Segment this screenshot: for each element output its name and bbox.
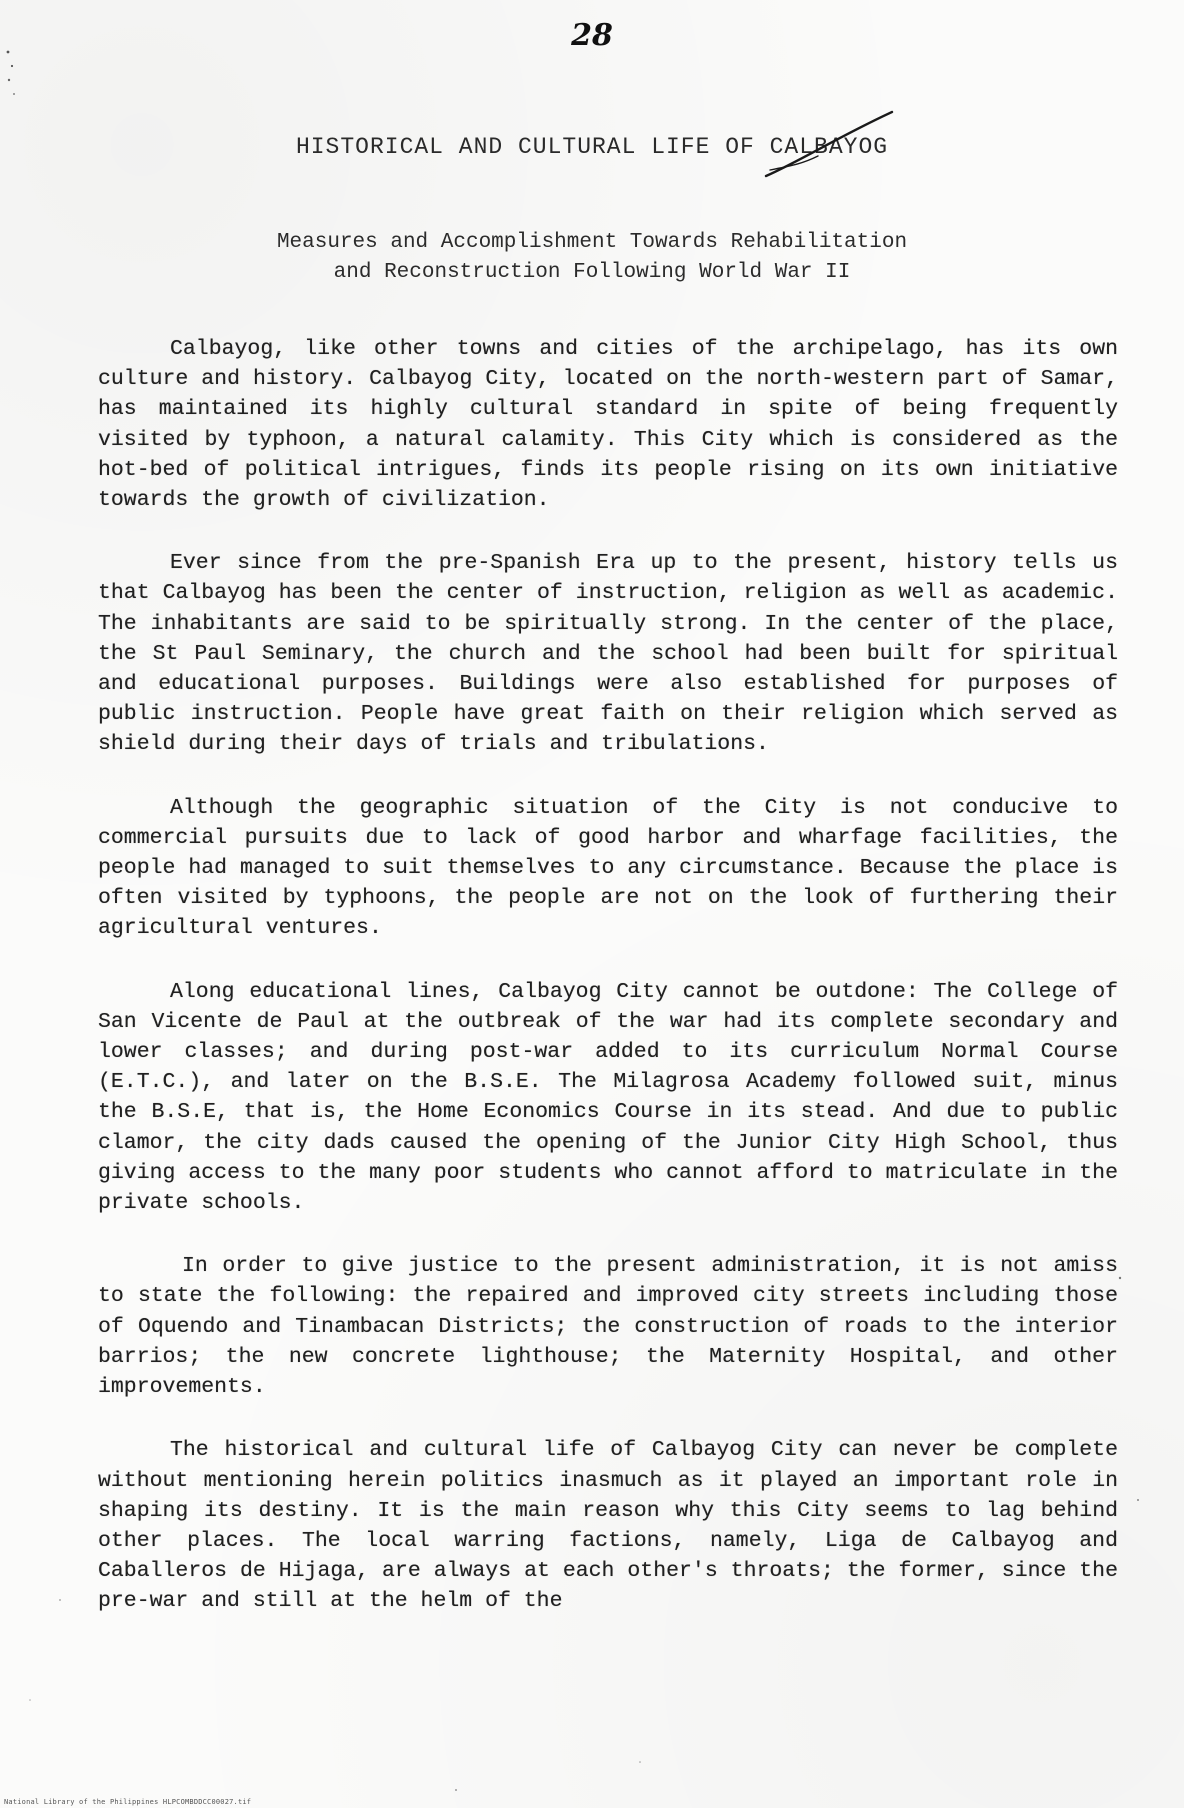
document-subtitle <box>0 228 1184 288</box>
paragraph-4: Along educational lines, Calbayog City cannot be outdone: The College of San Vicente de Paul at the outbreak of the war had its complete secondary and lower classes; and during post-war added to its curriculum Normal Course (E.T.C.), and later on the B.S.E. The Milagrosa Academy followed suit, minus the B.S.E, that is, the Home Economics Course in its stead. And due to public clamor, the city dads caused the opening of the Junior City High School, thus giving access to the many poor students who cannot afford to matriculate in the private schools. <box>98 979 1118 1216</box>
paragraph-2: Ever since from the pre-Spanish Era up to the present, history tells us that Calbayog has been the center of instruction, religion as well as academic. The inhabitants are said to be spiritually strong. In the center of the place, the St Paul Seminary, the church and the school had been built for spiritual and educational purposes. Buildings were also established for purposes of public instruction. People have great faith on their religion which served as shield during their days of trials and tribulations. <box>98 551 1118 757</box>
title-block <box>0 134 1184 160</box>
subtitle-line-1: Measures and Accomplishment Towards Rehabilitation <box>276 231 908 254</box>
handwritten-correction-mark <box>760 106 900 186</box>
paragraph-1: Calbayog, like other towns and cities of the archipelago, has its own culture and history. Calbayog City, located on the north-western part of Samar, has maintained its highly cultural standard in spite of being frequently visited by typhoon, a natural calamity. This City which is considered as the hot-bed of political intrigues, finds its people rising on its own initiative towards the growth of civilization. <box>98 337 1118 513</box>
page-number: 28 <box>571 18 613 53</box>
paragraph-3: Although the geographic situation of the City is not conducive to commercial pursuits due to lack of good harbor and wharfage facilities, the people had managed to suit themselves to any circumstance. Because the place is often visited by typhoons, the people are not on the look of furthering their agricultural ventures. <box>98 795 1118 941</box>
paragraph-5: In order to give justice to the present administration, it is not amiss to state the following: the repaired and improved city streets including those of Oquendo and Tinambacan Districts; the construction of roads to the interior barrios; the new concrete lighthouse; the Maternity Hospital, and other improvements. <box>98 1254 1118 1400</box>
body-text <box>98 334 1118 1650</box>
document-title: HISTORICAL AND CULTURAL LIFE OF CALBAYOG <box>295 134 889 160</box>
subtitle-line-2: and Reconstruction Following World War II <box>333 261 851 284</box>
archive-footer: National Library of the Philippines HLPCOMBDDCC00027.tif <box>4 1798 252 1806</box>
paragraph-6: The historical and cultural life of Calbayog City can never be complete without mentioning herein politics inasmuch as it played an important role in shaping its destiny. It is the main reason why this City seems to lag behind other places. The local warring factions, namely, Liga de Calbayog and Caballeros de Hijaga, are always at each other's throats; the former, since the pre-war and still at the helm of the <box>98 1438 1118 1614</box>
